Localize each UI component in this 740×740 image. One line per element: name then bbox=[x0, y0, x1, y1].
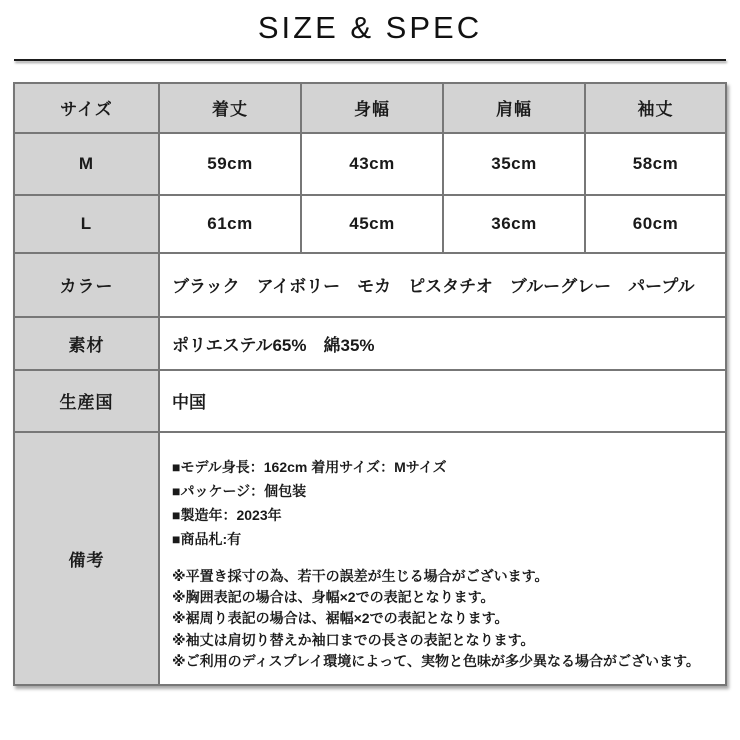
remark-manufacture-year: ■製造年：2023年 bbox=[172, 506, 282, 523]
note-hem-notation: ※裾周り表記の場合は、裾幅×2での表記となります。 bbox=[172, 610, 509, 627]
table-row-remarks bbox=[14, 432, 726, 686]
remarks-bullet-list bbox=[172, 455, 719, 551]
header-cell-body-width: 身幅 bbox=[301, 83, 443, 133]
table-row-size-m bbox=[14, 133, 726, 195]
page-title: SIZE & SPEC bbox=[257, 10, 483, 45]
material-value: ポリエステル65% 綿35% bbox=[159, 317, 726, 370]
country-value: 中国 bbox=[159, 370, 726, 432]
row-label-m: M bbox=[14, 133, 159, 195]
size-spec-table bbox=[13, 82, 727, 687]
l-body-length-value: 61cm bbox=[159, 195, 301, 253]
remark-package: ■パッケージ：個包装 bbox=[172, 482, 307, 499]
m-shoulder-width-value: 35cm bbox=[443, 133, 585, 195]
row-label-remarks: 備考 bbox=[14, 432, 159, 686]
note-sleeve-notation: ※袖丈は肩切り替えか袖口までの長さの表記となります。 bbox=[172, 631, 535, 648]
header-cell-sleeve-length: 袖丈 bbox=[585, 83, 726, 133]
l-sleeve-length-value: 60cm bbox=[585, 195, 726, 253]
l-body-width-value: 45cm bbox=[301, 195, 443, 253]
table-row-country bbox=[14, 370, 726, 432]
m-body-length-value: 59cm bbox=[159, 133, 301, 195]
header-cell-shoulder-width: 肩幅 bbox=[443, 83, 585, 133]
row-label-l: L bbox=[14, 195, 159, 253]
row-label-color: カラー bbox=[14, 253, 159, 317]
l-shoulder-width-value: 36cm bbox=[443, 195, 585, 253]
remark-product-tag: ■商品札:有 bbox=[172, 530, 242, 547]
remarks-note-list bbox=[172, 566, 719, 672]
m-body-width-value: 43cm bbox=[301, 133, 443, 195]
note-measurement-error: ※平置き採寸の為、若干の誤差が生じる場合がございます。 bbox=[172, 567, 549, 584]
header-cell-size: サイズ bbox=[14, 83, 159, 133]
remarks-content bbox=[159, 432, 726, 686]
table-header-row bbox=[14, 83, 726, 133]
row-label-country: 生産国 bbox=[14, 370, 159, 432]
m-sleeve-length-value: 58cm bbox=[585, 133, 726, 195]
header-cell-body-length: 着丈 bbox=[159, 83, 301, 133]
row-label-material: 素材 bbox=[14, 317, 159, 370]
color-options-value: ブラック アイボリー モカ ピスタチオ ブルーグレー パープル bbox=[159, 253, 726, 317]
note-display-color: ※ご利用のディスプレイ環境によって、実物と色味が多少異なる場合がございます。 bbox=[172, 653, 700, 670]
table-row-size-l bbox=[14, 195, 726, 253]
table-row-color bbox=[14, 253, 726, 317]
table-row-material bbox=[14, 317, 726, 370]
note-chest-notation: ※胸囲表記の場合は、身幅×2での表記となります。 bbox=[172, 589, 495, 606]
remark-model-height: ■モデル身長：162cm 着用サイズ：Mサイズ bbox=[172, 458, 447, 475]
title-divider-rule bbox=[14, 59, 726, 61]
